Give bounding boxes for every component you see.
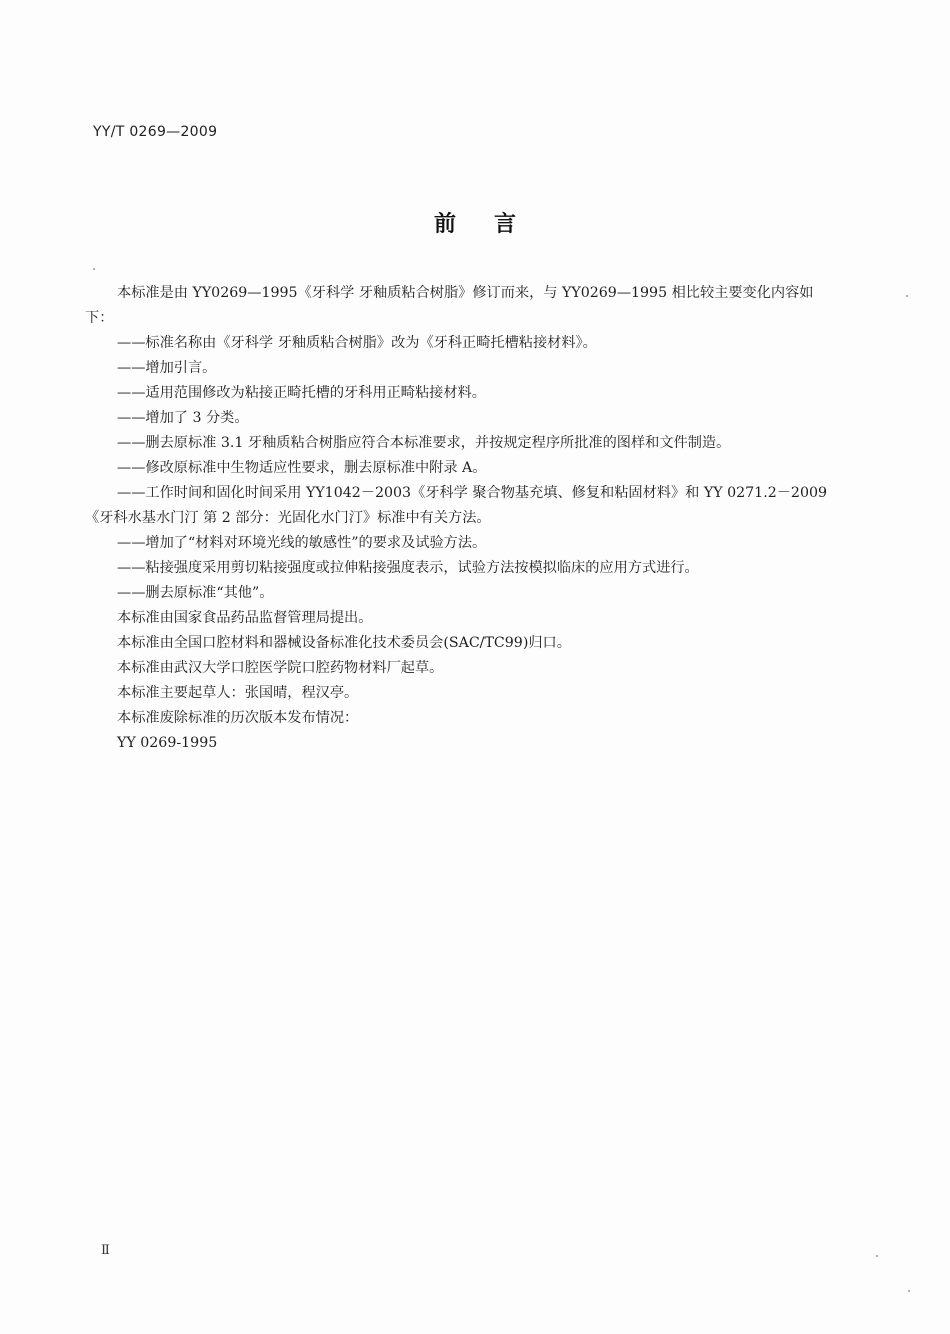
statement-authors: 本标准主要起草人：张国晴，程汉亭。 [117,685,359,701]
change-item: ——增加了“材料对环境光线的敏感性”的要求及试验方法。 [117,535,487,551]
foreword-body [85,281,830,756]
standard-code: YY/T 0269—2009 [93,124,218,140]
superseded-standard: YY 0269-1995 [117,735,218,751]
page-number: Ⅱ [101,1243,110,1258]
statement-drafter: 本标准由武汉大学口腔医学院口腔药物材料厂起草。 [117,660,444,676]
statement-committee: 本标准由全国口腔材料和器械设备标准化技术委员会(SAC/TC99)归口。 [117,635,571,651]
change-item: ——增加了 3 分类。 [117,410,249,426]
scan-speck [876,1255,878,1257]
section-title: 前言 [433,212,554,237]
scan-speck [908,1290,910,1292]
scan-speck [93,268,95,270]
change-item: ——修改原标准中生物适应性要求，删去原标准中附录 A。 [117,460,487,476]
intro-paragraph: 本标准是由 YY0269—1995《牙科学 牙釉质粘合树脂》修订而来，与 YY0269—1995 相比较主要变化内容如下： [85,285,814,326]
change-item: ——粘接强度采用剪切粘接强度或拉伸粘接强度表示，试验方法按模拟临床的应用方式进行。 [117,560,699,576]
change-item: ——增加引言。 [117,360,217,376]
statement-history: 本标准废除标准的历次版本发布情况： [117,710,359,726]
scan-speck [906,295,908,297]
change-item: ——工作时间和固化时间采用 YY1042－2003《牙科学 聚合物基充填、修复和粘固材料》和 YY 0271.2－2009《牙科水基水门汀 第 2 部分：光固化水门汀》标准中有关方法。 [85,485,828,526]
change-item: ——标准名称由《牙科学 牙釉质粘合树脂》改为《牙科正畸托槽粘接材料》。 [117,335,597,351]
change-item: ——删去原标准“其他”。 [117,585,274,601]
change-item: ——删去原标准 3.1 牙釉质粘合树脂应符合本标准要求，并按规定程序所批准的图样和文件制造。 [117,435,731,451]
change-item: ——适用范围修改为粘接正畸托槽的牙科用正畸粘接材料。 [117,385,486,401]
statement-proposer: 本标准由国家食品药品监督管理局提出。 [117,610,373,626]
